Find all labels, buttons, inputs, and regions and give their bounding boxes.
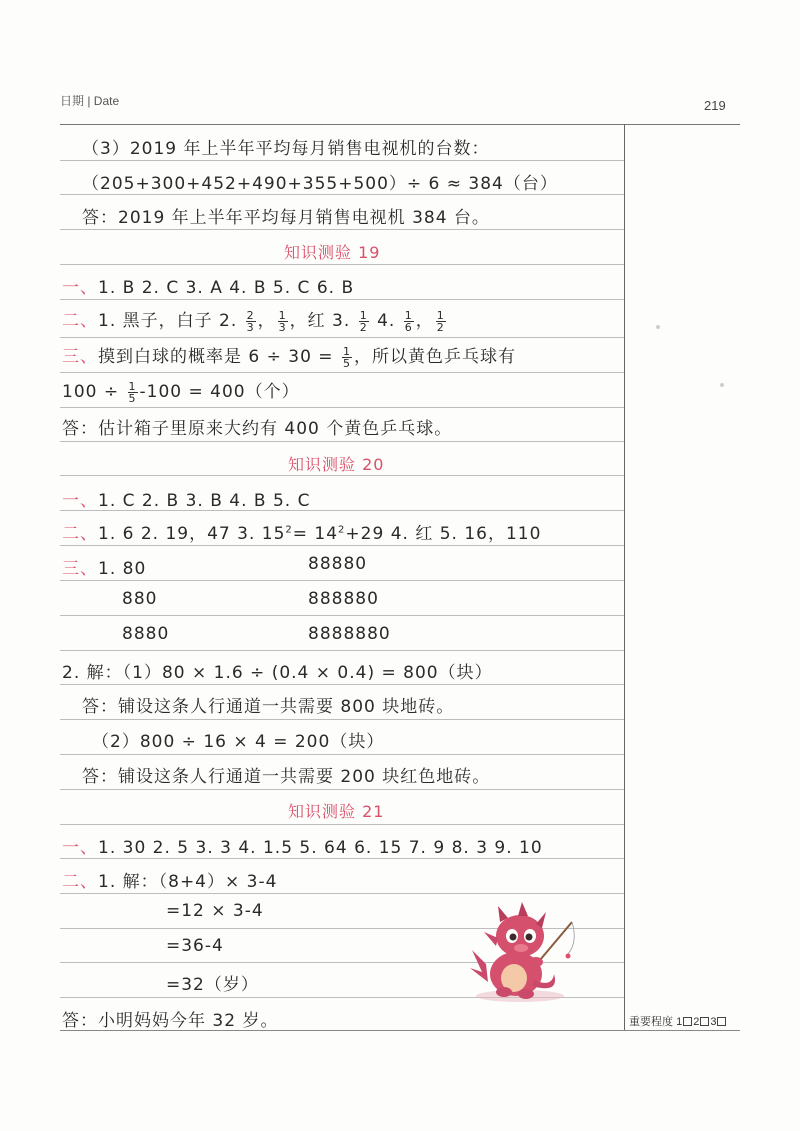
fraction <box>436 310 446 333</box>
fraction <box>404 310 414 333</box>
fraction-denominator: 5 <box>342 356 351 370</box>
answer-line: 答：铺设这条人行通道一共需要 800 块地砖。 <box>82 697 455 717</box>
answer-text: 8880 <box>122 624 170 644</box>
margin-dot <box>720 383 724 387</box>
section-marker: 二、 <box>62 311 98 331</box>
level-number: 3 <box>710 1016 717 1028</box>
fraction <box>278 310 288 333</box>
section-title: 知识测验 20 <box>288 455 385 474</box>
answer-line <box>62 486 310 511</box>
answer-line: （2）800 ÷ 16 × 4 = 200（块） <box>92 732 385 752</box>
ruled-line <box>60 754 624 755</box>
ruled-line <box>60 580 624 581</box>
section-marker: 一、 <box>62 278 98 298</box>
superscript: 2 <box>338 524 346 536</box>
section-title: 知识测验 19 <box>284 243 381 262</box>
dragon-mascot-illustration <box>468 902 580 1004</box>
answer-text: 88880 <box>308 554 368 574</box>
fraction-denominator: 3 <box>246 320 255 334</box>
ruled-line <box>60 194 624 195</box>
fraction-denominator: 5 <box>128 391 137 405</box>
checkbox-icon[interactable] <box>717 1017 726 1026</box>
answer-line <box>62 519 541 544</box>
header-rule <box>60 124 740 125</box>
ruled-line <box>60 407 624 408</box>
answer-line: 答：铺设这条人行通道一共需要 200 块红色地砖。 <box>82 767 491 787</box>
answer-text: 1. C 2. B 3. B 4. B 5. C <box>98 491 311 511</box>
fraction-numerator: 1 <box>404 308 413 322</box>
answer-text: 摸到白球的概率是 6 ÷ 30 = <box>98 347 334 367</box>
date-label: 日期 | Date <box>60 94 120 108</box>
separator: ， <box>257 311 276 331</box>
fraction-denominator: 2 <box>436 320 445 334</box>
fraction <box>128 381 138 404</box>
fraction-numerator: 2 <box>246 308 255 322</box>
answer-text: -100 = 400（个） <box>139 382 300 402</box>
importance-rating <box>629 1013 727 1029</box>
section-marker: 一、 <box>62 838 98 858</box>
answer-line <box>62 833 543 858</box>
answer-line: =36-4 <box>166 936 224 956</box>
answer-line <box>62 342 516 369</box>
answer-text: 100 ÷ <box>62 382 120 402</box>
checkbox-icon[interactable] <box>700 1017 709 1026</box>
ruled-line <box>60 719 624 720</box>
answer-line <box>62 377 300 404</box>
separator: ， <box>415 311 434 331</box>
answer-text: 8888880 <box>308 624 391 644</box>
answer-line: 2. 解：（1）80 × 1.6 ÷ (0.4 × 0.4) = 800（块） <box>62 663 493 683</box>
level-number: 2 <box>693 1016 700 1028</box>
margin-line <box>624 124 625 1030</box>
checkbox-icon[interactable] <box>683 1017 692 1026</box>
ruled-line <box>60 858 624 859</box>
answer-line: 答：小明妈妈今年 32 岁。 <box>62 1011 279 1031</box>
section-marker: 三、 <box>62 559 98 579</box>
answer-text: 1. B 2. C 3. A 4. B 5. C 6. B <box>98 278 355 298</box>
section-marker: 三、 <box>62 347 98 367</box>
ruled-line <box>60 264 624 265</box>
fraction-numerator: 1 <box>359 308 368 322</box>
section-marker: 二、 <box>62 872 98 892</box>
ruled-line <box>60 615 624 616</box>
ruled-line <box>60 650 624 651</box>
importance-label: 重要程度 <box>629 1016 673 1028</box>
answer-text: 1. 解：（8+4）× 3-4 <box>98 872 278 892</box>
answer-line: 答：2019 年上半年平均每月销售电视机 384 台。 <box>82 208 490 228</box>
ruled-line <box>60 893 624 894</box>
ruled-line <box>60 160 624 161</box>
fraction-numerator: 1 <box>342 344 351 358</box>
fraction <box>246 310 256 333</box>
answer-line <box>62 273 354 298</box>
answer-line <box>62 306 448 333</box>
page-number: 219 <box>704 98 726 113</box>
fraction-denominator: 3 <box>278 320 287 334</box>
answer-text: 880 <box>122 589 158 609</box>
answer-text: ，红 3. <box>289 311 351 331</box>
fraction <box>342 346 352 369</box>
section-title: 知识测验 21 <box>288 802 385 821</box>
answer-text: +29 4. 红 5. 16，110 <box>345 524 542 544</box>
answer-text: 1. 6 2. 19，47 3. 15 <box>98 524 286 544</box>
fraction <box>359 310 369 333</box>
ruled-line <box>60 475 624 476</box>
answer-text: 1. 黑子，白子 2. <box>98 311 238 331</box>
answer-text: 888880 <box>308 589 379 609</box>
answer-text: = 14 <box>292 524 339 544</box>
answer-line <box>62 554 146 579</box>
level-number: 1 <box>676 1016 683 1028</box>
ruled-line <box>60 229 624 230</box>
footer-rule <box>60 1030 740 1031</box>
ruled-line <box>60 337 624 338</box>
margin-dot <box>656 325 660 329</box>
answer-text: ，所以黄色乒乓球有 <box>353 347 516 367</box>
section-marker: 二、 <box>62 524 98 544</box>
answer-line: （3）2019 年上半年平均每月销售电视机的台数： <box>82 139 490 159</box>
ruled-line <box>60 299 624 300</box>
fraction-numerator: 1 <box>278 308 287 322</box>
ruled-line <box>60 824 624 825</box>
answer-line: =32（岁） <box>166 975 259 995</box>
fraction-denominator: 6 <box>404 320 413 334</box>
answer-text: 1. 30 2. 5 3. 3 4. 1.5 5. 64 6. 15 7. 9 8. 3 9. 10 <box>98 838 543 858</box>
answer-text: 1. 80 <box>98 559 147 579</box>
ruled-line <box>60 545 624 546</box>
ruled-line <box>60 441 624 442</box>
ruled-line <box>60 372 624 373</box>
ruled-line <box>60 684 624 685</box>
answer-line <box>62 867 277 892</box>
answer-line: =12 × 3-4 <box>166 901 264 921</box>
answer-text: 4. <box>370 311 396 331</box>
fraction-numerator: 1 <box>436 308 445 322</box>
superscript: 2 <box>285 524 293 536</box>
fraction-numerator: 1 <box>128 379 137 393</box>
ruled-line <box>60 789 624 790</box>
fraction-denominator: 2 <box>359 320 368 334</box>
section-marker: 一、 <box>62 491 98 511</box>
answer-line: （205+300+452+490+355+500）÷ 6 ≈ 384（台） <box>82 174 558 194</box>
answer-line: 答：估计箱子里原来大约有 400 个黄色乒乓球。 <box>62 419 453 439</box>
